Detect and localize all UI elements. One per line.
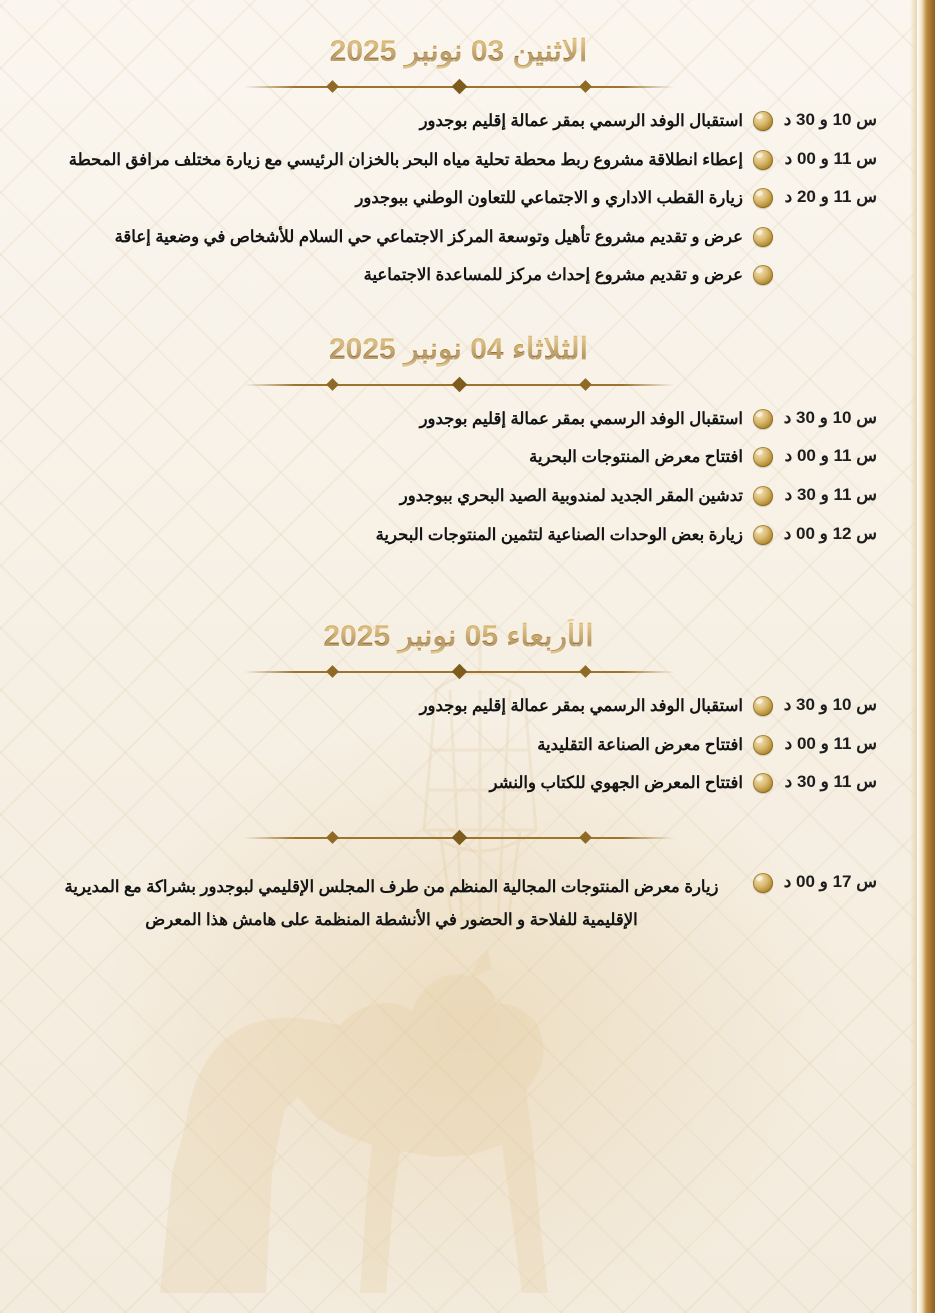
bullet-icon xyxy=(753,150,773,170)
item-text: افتتاح معرض الصناعة التقليدية xyxy=(537,735,743,754)
bullet-icon xyxy=(753,409,773,429)
bullet-icon xyxy=(753,696,773,716)
day-title-1 xyxy=(40,34,877,69)
program-item xyxy=(40,225,877,251)
bullet-icon xyxy=(753,525,773,545)
final-divider xyxy=(244,831,674,845)
day-block-1 xyxy=(40,34,877,289)
item-time xyxy=(781,225,877,226)
item-time: س 11 و 20 د xyxy=(784,187,877,207)
program-item xyxy=(40,186,877,212)
item-text: زيارة القطب الاداري و الاجتماعي للتعاون الوطني ببوجدور xyxy=(355,189,743,208)
day-date-1: 03 نونبر 2025 xyxy=(329,35,505,68)
bullet-icon xyxy=(753,873,773,893)
item-time: س 17 و 00 د xyxy=(783,871,877,891)
section-spacer xyxy=(40,561,877,619)
item-text: استقبال الوفد الرسمي بمقر عمالة إقليم بوجدور xyxy=(419,112,743,130)
day-title-2 xyxy=(40,332,877,367)
program-item xyxy=(40,407,877,433)
item-time: س 11 و 30 د xyxy=(784,484,877,504)
program-item xyxy=(40,694,877,720)
day-date-2: 04 نونبر 2025 xyxy=(329,332,504,366)
day-divider-2 xyxy=(244,377,674,393)
bullet-icon xyxy=(753,735,773,755)
item-time: س 12 و 00 د xyxy=(783,523,877,543)
item-time: س 11 و 00 د xyxy=(784,148,877,168)
item-text: افتتاح معرض المنتوجات البحرية xyxy=(529,448,743,467)
item-text: استقبال الوفد الرسمي بمقر عمالة إقليم بوجدور xyxy=(419,409,743,428)
program-item xyxy=(40,523,877,549)
item-text: تدشين المقر الجديد لمندوبية الصيد البحري ببوجدور xyxy=(399,486,743,505)
program-item xyxy=(40,733,877,759)
item-time xyxy=(781,263,877,264)
day-weekday-2: الثلاثاء xyxy=(511,332,588,366)
item-text: افتتاح المعرض الجهوي للكتاب والنشر xyxy=(489,774,743,793)
item-text: إعطاء انطلاقة مشروع ربط محطة تحلية مياه البحر بالخزان الرئيسي مع زيارة مختلف مرافق المحطة xyxy=(68,150,743,169)
day-block-3 xyxy=(40,619,877,797)
day-date-3: 05 نونبر 2025 xyxy=(323,620,499,654)
day-block-2 xyxy=(40,332,877,548)
bullet-icon xyxy=(753,486,773,506)
bullet-icon xyxy=(753,111,773,131)
item-time: س 10 و 30 د xyxy=(783,695,877,715)
day-divider-3 xyxy=(244,664,674,680)
bullet-icon xyxy=(753,227,773,247)
item-time: س 11 و 00 د xyxy=(784,446,877,466)
program-item xyxy=(40,148,877,174)
item-text: عرض و تقديم مشروع إحداث مركز للمساعدة الاجتماعية xyxy=(363,266,743,285)
program-item xyxy=(40,263,877,289)
program-item xyxy=(40,484,877,510)
bullet-icon xyxy=(753,265,773,285)
item-time: س 10 و 30 د xyxy=(783,407,877,427)
item-text: زيارة بعض الوحدات الصناعية لتثمين المنتوجات البحرية xyxy=(375,525,743,544)
item-text: زيارة معرض المنتوجات المجالية المنظم من طرف المجلس الإقليمي لبوجدور بشراكة مع المديرية الإقليمية للفلاحة و الحضور في الأنشطة المنظمة على هامش هذا المعرض xyxy=(64,877,719,929)
program-item xyxy=(40,109,877,135)
item-text: استقبال الوفد الرسمي بمقر عمالة إقليم بوجدور xyxy=(419,697,743,716)
program-item xyxy=(40,445,877,471)
item-time: س 10 و 30 د xyxy=(783,110,877,129)
day-weekday-3: الأربعاء xyxy=(506,620,594,654)
bullet-icon xyxy=(753,773,773,793)
section-spacer xyxy=(40,302,877,332)
item-time: س 11 و 30 د xyxy=(784,772,877,792)
day-weekday-1: الاثنين xyxy=(512,35,588,68)
day-divider-1 xyxy=(244,79,674,95)
bullet-icon xyxy=(753,188,773,208)
item-time: س 11 و 00 د xyxy=(784,733,877,753)
day-title-3 xyxy=(40,619,877,654)
program-item-final xyxy=(40,871,877,937)
item-text: عرض و تقديم مشروع تأهيل وتوسعة المركز الاجتماعي حي السلام للأشخاص في وضعية إعاقة xyxy=(114,227,743,246)
bullet-icon xyxy=(753,447,773,467)
program-item xyxy=(40,771,877,797)
